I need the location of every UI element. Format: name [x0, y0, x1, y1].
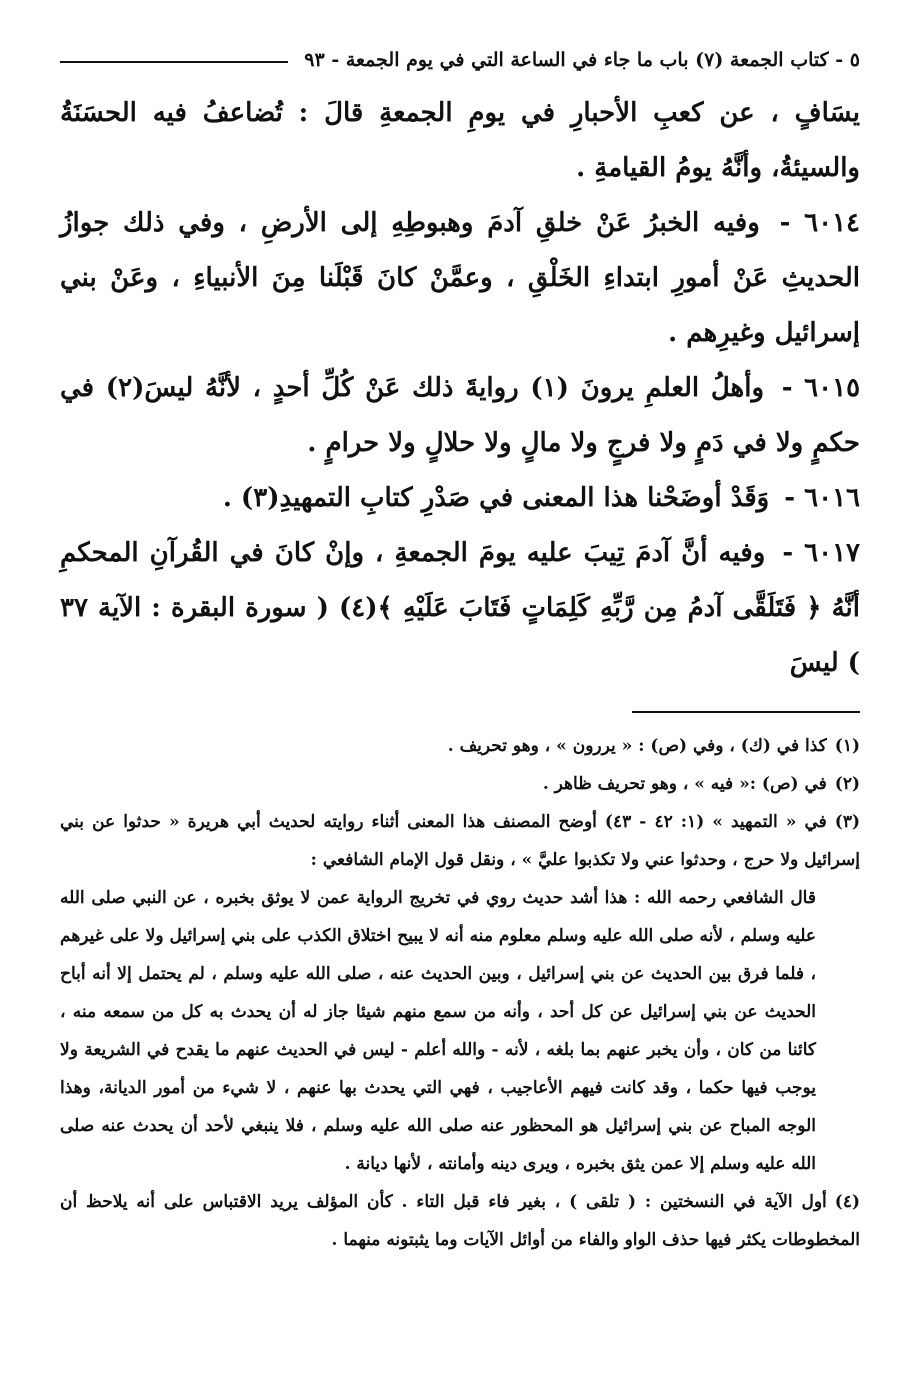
- book-page: [60, 40, 860, 1360]
- paragraph-number: ٦٠١٥ -: [781, 373, 861, 403]
- footnotes: [60, 727, 860, 1259]
- paragraph-6015: [60, 361, 860, 471]
- footnote-label: (٤): [834, 1192, 860, 1212]
- footnote-text: في (ص) :« فيه » ، وهو تحريف ظاهر .: [542, 774, 827, 794]
- footnote-4: [60, 1183, 860, 1259]
- paragraph-number: ٦٠١٤ -: [779, 208, 860, 238]
- running-header: [60, 40, 860, 80]
- paragraph-text: وَقَدْ أوضَحْنا هذا المعنى في صَدْرِ كتابِ التمهيدِ(٣) .: [222, 483, 770, 513]
- paragraph-6014: [60, 196, 860, 361]
- paragraph-number: ٦٠١٦ -: [784, 483, 860, 513]
- paragraph-number: ٦٠١٧ -: [782, 538, 860, 568]
- footnote-3-quotation: [60, 879, 860, 1183]
- footnote-divider: [632, 711, 860, 713]
- footnote-label: (٢): [834, 774, 860, 794]
- paragraph-text: وفيه الخبرُ عَنْ خلقِ آدمَ وهبوطِهِ إلى الأرضِ ، وفي ذلك جوازُ الحديثِ عَنْ أمورِ ابتداءِ الخَلْقِ ، وعمَّنْ كانَ قَبْلَنا مِنَ الأنبياءِ ، وعَنْ بني إسرائيل وغيرِهم .: [60, 208, 860, 348]
- main-text: [60, 86, 860, 691]
- paragraph-6016: [60, 471, 860, 526]
- footnote-label: (١): [834, 736, 860, 756]
- footnote-text: أول الآية في النسختين : ( تلقى ) ، بغير فاء قبل التاء . كأن المؤلف يريد الاقتباس على أنه يلاحظ أن المخطوطات يكثر فيها حذف الواو والفاء من أوائل الآيات وما يثبتونه منهما .: [60, 1192, 860, 1250]
- running-title: ٥ - كتاب الجمعة (٧) باب ما جاء في الساعة التي في يوم الجمعة - ٩٣: [304, 49, 860, 71]
- footnote-1: [60, 727, 860, 765]
- paragraph-text: وأهلُ العلمِ يرونَ (١) روايةَ ذلك عَنْ كُلِّ أحدٍ ، لأنَّهُ ليسَ(٢) في حكمٍ ولا في دَمٍ ولا فرجٍ ولا مالٍ ولا حلالٍ ولا حرامٍ .: [60, 373, 860, 458]
- footnote-text: كذا في (ك) ، وفي (ص) : « يررون » ، وهو تحريف .: [447, 736, 827, 756]
- footnote-2: [60, 765, 860, 803]
- paragraph-text: وفيه أنَّ آدمَ تِيبَ عليه يومَ الجمعةِ ، وإنْ كانَ في القُرآنِ المحكمِ أنَّهُ ﴿ فَتَلَقَّى آدمُ مِن رَّبِّهِ كَلِمَاتٍ فَتَابَ عَلَيْهِ ﴾(٤) ( سورة البقرة : الآية ٣٧ ) ليسَ: [60, 538, 860, 678]
- footnote-3: [60, 803, 860, 879]
- footnote-label: (٣): [834, 812, 861, 832]
- footnote-text: في « التمهيد » (١: ٤٢ - ٤٣) أوضح المصنف هذا المعنى أثناء روايته لحديث أبي هريرة « حدثوا عن بني إسرائيل ولا حرج ، وحدثوا عني ولا تكذبوا عليَّ » ، ونقل قول الإمام الشافعي :: [60, 812, 860, 870]
- paragraph-text: يسَافٍ ، عن كعبِ الأحبارِ في يومِ الجمعةِ قالَ : تُضاعفُ فيه الحسَنَةُ والسيئةُ، وأنَّهُ يومُ القيامةِ .: [60, 98, 860, 183]
- paragraph-continuation: [60, 86, 860, 196]
- header-rule: [60, 61, 288, 63]
- footnote-quote-text: قال الشافعي رحمه الله : هذا أشد حديث روي في تخريج الرواية عمن لا يوثق بخبره ، عن النبي صلى الله عليه وسلم ، لأنه صلى الله عليه وسلم معلوم منه أنه لا يبيح اختلاق الكذب على بني إسرائيل ولا على غيرهم ، فلما فرق بين الحديث عن بني إسرائيل ، وبين الحديث عنه ، صلى الله عليه وسلم ، لم يحتمل إلا أنه أباح الحديث عن بني إسرائيل عن كل أحد ، وأنه من سمع منهم شيئا جاز له أن يحدث به كل من سمعه منه ، كائنا من كان ، وأن يخبر عنهم بما بلغه ، لأنه - والله أعلم - ليس في الحديث عنهم ما يقدح في الشريعة ولا يوجب فيها حكما ، وقد كانت فيهم الأعاجيب ، فهي التي يحدث بها عنهم ، لا شيء من أمور الديانة، وهذا الوجه المباح عن بني إسرائيل هو المحظور عنه صلى الله عليه وسلم ، فلا ينبغي لأحد أن يحدث عنه صلى الله عليه وسلم إلا عمن يثق بخبره ، ويرى دينه وأمانته ، لأنها ديانة .: [60, 888, 816, 1174]
- paragraph-6017: [60, 526, 860, 691]
